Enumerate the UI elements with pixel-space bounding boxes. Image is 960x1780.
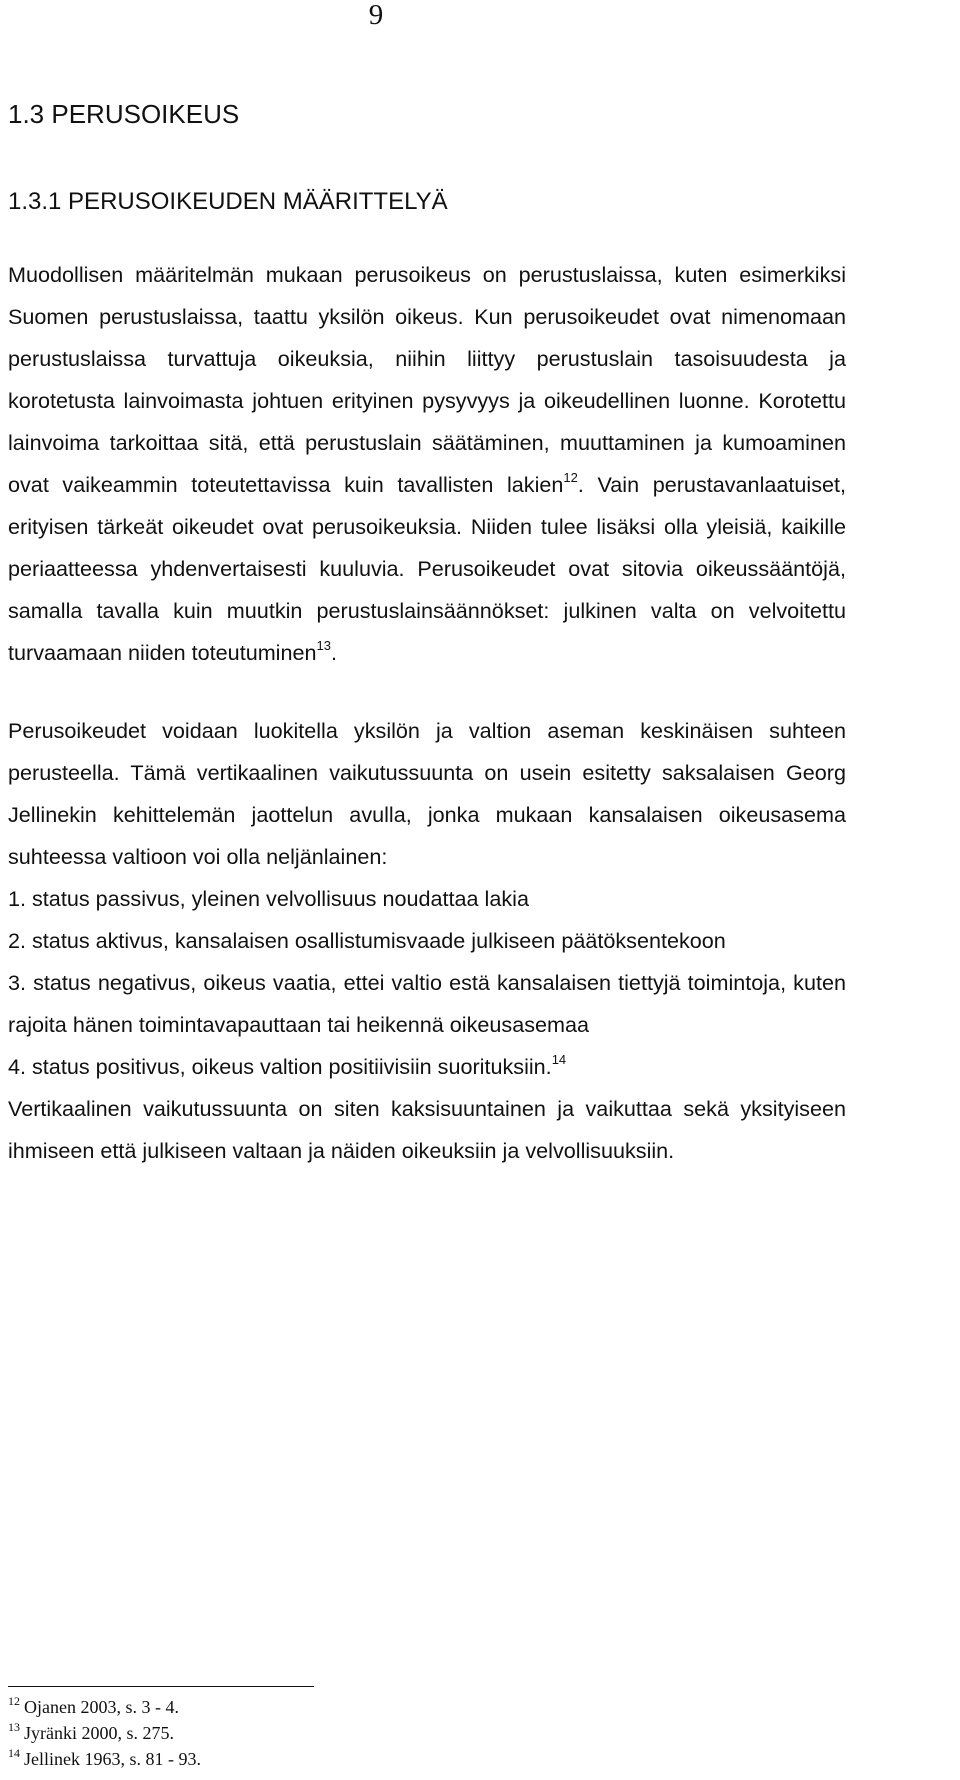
footnote-text: Jyränki 2000, s. 275. [24, 1723, 174, 1743]
page-content [8, 70, 846, 1172]
paragraph-definition-part2: . Vain perustavanlaatuiset, erityisen tärkeät oikeudet ovat perusoikeuksia. Niiden tulee lisäksi olla yleisiä, kaikille periaatteessa yhdenvertaisesti kuuluvia. Perusoikeudet ovat sitovia oikeussääntöjä, samalla tavalla kuin muutkin perustuslainsäännökset: julkinen valta on velvoitettu turvaamaan niiden toteutuminen [8, 472, 846, 665]
footnotes [8, 1694, 608, 1772]
list-item [8, 920, 846, 962]
footnote-text: Jellinek 1963, s. 81 - 93. [24, 1749, 201, 1769]
paragraph-closing: Vertikaalinen vaikutussuunta on siten kaksisuuntainen ja vaikuttaa sekä yksityiseen ihmiseen että julkiseen valtaan ja näiden oikeuksiin ja velvollisuuksiin. [8, 1096, 846, 1163]
list-item-text: 3. status negativus, oikeus vaatia, ettei valtio estä kansalaisen tiettyjä toimintoja, kuten rajoita hänen toimintavapauttaan tai heikennä oikeusasemaa [8, 970, 846, 1037]
subsection-heading: 1.3.1 PERUSOIKEUDEN MÄÄRITTELYÄ [8, 188, 448, 215]
list-item-text: 2. status aktivus, kansalaisen osallistumisvaade julkiseen päätöksentekoon [8, 928, 726, 953]
footnote-number: 13 [8, 1720, 20, 1734]
paragraph-definition [8, 254, 846, 674]
list-item-text: 4. status positivus, oikeus valtion positiivisiin suorituksiin. [8, 1054, 552, 1079]
footnote-ref-14[interactable]: 14 [551, 1052, 567, 1067]
list-item-text: 1. status passivus, yleinen velvollisuus noudattaa lakia [8, 886, 529, 911]
footnote-ref-13[interactable]: 13 [316, 638, 331, 653]
page-number: 9 [368, 0, 384, 31]
paragraph-classification: Perusoikeudet voidaan luokitella yksilön ja valtion aseman keskinäisen suhteen perusteella. Tämä vertikaalinen vaikutussuunta on usein esitetty saksalaisen Georg Jellinekin kehittelemän jaottelun avulla, jonka mukaan kansalaisen oikeusasema suhteessa valtioon voi olla neljänlainen: [8, 718, 846, 869]
footnote-13 [8, 1720, 608, 1746]
footnote-ref-12[interactable]: 12 [563, 470, 578, 485]
footnote-14 [8, 1746, 608, 1772]
list-item [8, 962, 846, 1046]
footnote-text: Ojanen 2003, s. 3 - 4. [24, 1697, 179, 1717]
paragraph-definition-part3: . [330, 640, 337, 665]
footnote-number: 12 [8, 1694, 20, 1708]
list-item [8, 878, 846, 920]
paragraph-definition-part1: Muodollisen määritelmän mukaan perusoikeus on perustuslaissa, kuten esimerkiksi Suomen perustuslaissa, taattu yksilön oikeus. Kun perusoikeudet ovat nimenomaan perustuslaissa turvattuja oikeuksia, niihin liittyy perustuslain tasoisuudesta ja korotetusta lainvoimasta johtuen erityinen pysyvyys ja oikeudellinen luonne. Korotettu lainvoima tarkoittaa sitä, että perustuslain säätäminen, muuttaminen ja kumoaminen ovat vaikeammin toteutettavissa kuin tavallisten lakien [8, 262, 846, 497]
status-list [8, 878, 846, 1088]
list-item [8, 1046, 846, 1088]
footnote-number: 14 [8, 1746, 20, 1760]
footnote-separator [8, 1686, 314, 1687]
section-heading: 1.3 PERUSOIKEUS [8, 99, 240, 129]
footnote-12 [8, 1694, 608, 1720]
